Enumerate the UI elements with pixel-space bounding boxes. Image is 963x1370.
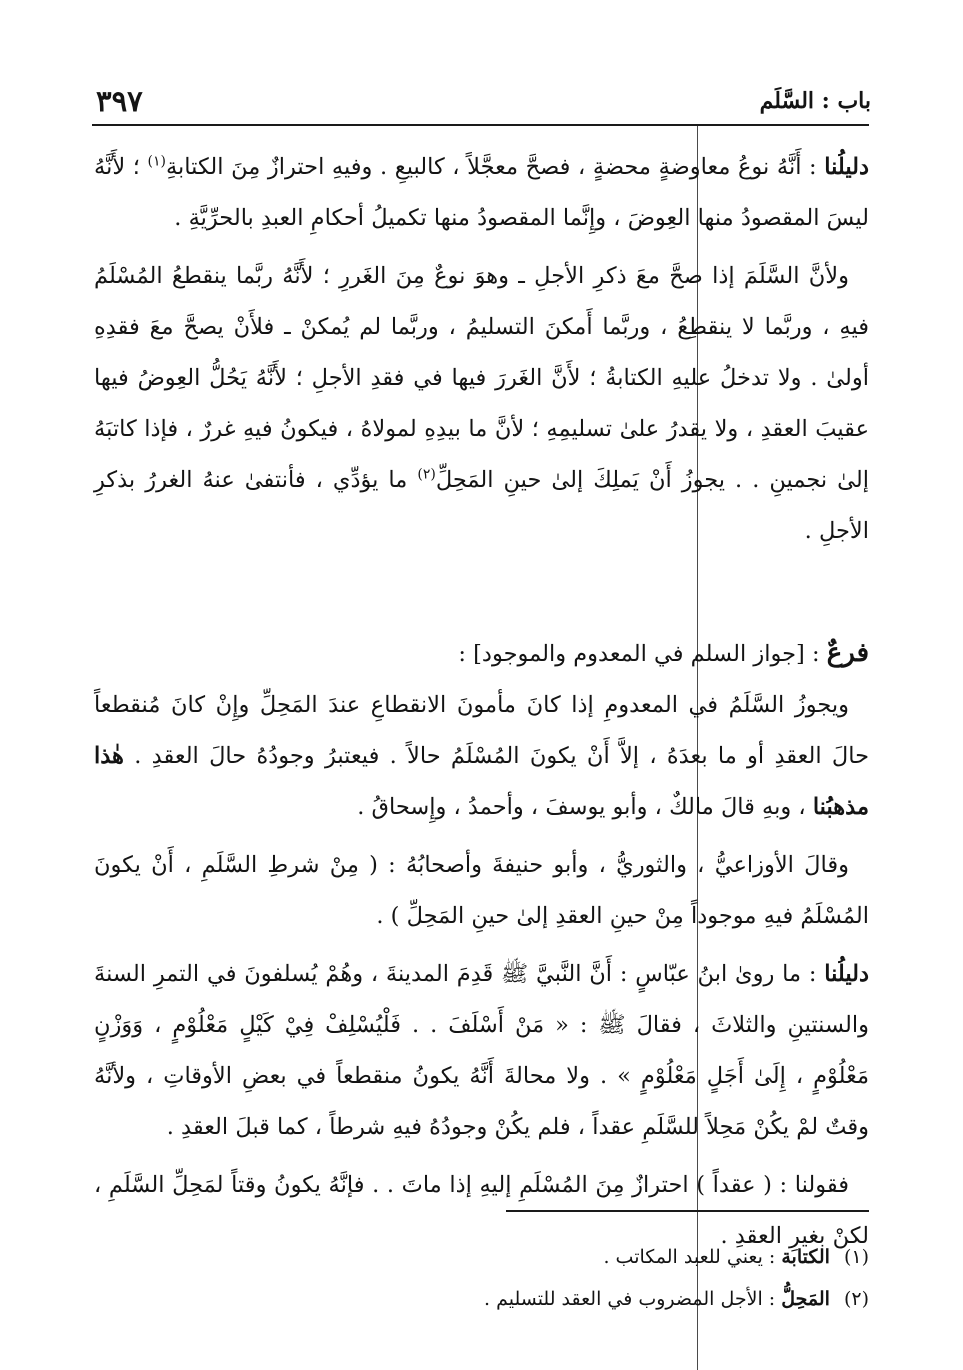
- page-number: ٣٩٧: [96, 84, 143, 118]
- paragraph-lead: دليلُنا: [824, 961, 869, 987]
- footnote-marker-1: (١): [147, 153, 166, 170]
- footnote-1: [94, 1236, 869, 1278]
- paragraph-evidence-2: [94, 949, 869, 1153]
- footnote-marker-2: (٢): [417, 466, 436, 483]
- paragraph-term-argument: [94, 251, 869, 557]
- paragraph-text: ، وبهِ قالَ مالكٌ ، وأبو يوسفَ ، وأحمدُ ، وإِسحاقُ .: [357, 794, 813, 820]
- footnote-2: [94, 1278, 869, 1320]
- footnote-text: : الأجل المضروب في العقد للتسليم .: [484, 1288, 782, 1310]
- paragraph-text: ؛ لأَنَّهُ ليسَ المقصودُ منها العِوضَ ، وإِنَّما المقصودُ منها تكميلُ أحكامِ العبدِ بالحرِّيَّةِ .: [94, 154, 869, 231]
- paragraph-ruling: [94, 680, 869, 833]
- paragraph-text: : ما روىٰ ابنُ عبّاسٍ : أَنَّ النَّبيَّ ﷺ قَدِمَ المدينةَ ، وهُمْ يُسلفونَ في التمرِ السنةَ والسنتينِ والثلاثَ ، فقالَ ﷺ : « مَنْ أَسْلَفَ . . فَلْيُسْلِفْ فِيْ كَيْلٍ مَعْلُوْمٍ ، وَوَزْنٍ مَعْلُوْمٍ ، إِلَىٰ أَجَلٍ مَعْلُوْمٍ » . ولا محالةَ أَنَّهُ يكونُ منقطعاً في بعضِ الأوقاتِ ، ولأنَّهُ وقتٌ لمْ يكُنْ مَحِلاً للسَّلَمِ عقداً ، فلم يكُنْ وجودُهُ فيهِ شرطاً ، كما قبلَ العقدِ .: [94, 961, 869, 1140]
- footnote-divider: [506, 1210, 869, 1212]
- footnote-number: (٢): [843, 1288, 869, 1310]
- section-spacer: [94, 564, 869, 628]
- section-heading: [94, 628, 869, 680]
- paragraph-text: ولأنَّ السَّلَمَ إذا صحَّ معَ ذكرِ الأجلِ ـ وهوَ نوعٌ مِنَ الغَررِ ؛ لأَنَّهُ ربَّما ينقطعُ المُسْلَمُ فيهِ ، وربَّما لا ينقطِعُ ، وربَّما أَمكنَ التسليمُ ، وربَّما لم يُمكنْ ـ فلأَنْ يصحَّ معَ فقدِهِ أولىٰ . ولا تدخلُ عليهِ الكتابةُ ؛ لأَنَّ الغَررَ فيها في فقدِ الأجلِ ؛ لأَنَّهُ يَحُلُّ العِوضُ فيها عقيبَ العقدِ ، ولا يقدرُ علىٰ تسليمِهِ ؛ لأنَّ ما بيدِهِ لمولاهُ ، فيكونُ فيهِ غررٌ ، فإذا كاتبَهُ إلىٰ نجمينِ . . يجوزُ أَنْ يَملِكَ إلىٰ حينِ المَحِلِّ: [94, 263, 869, 493]
- footnote-term: المَحِلُّ: [781, 1288, 830, 1310]
- footnote-text: : يعني للعبد المكاتب .: [603, 1246, 782, 1268]
- paragraph-text: فقولنا : ( عقداً ) احترازٌ مِنَ المُسْلَمِ إليهِ إذا ماتَ . . فإنَّهُ يكونُ وقتاً لمَحِلِّ السَّلَمِ ، لكنْ بغيرِ العقدِ .: [94, 1172, 869, 1249]
- paragraph-opposing-view: [94, 840, 869, 942]
- heading-text: : [جواز السلم في المعدوم والموجود] :: [458, 641, 827, 667]
- footnote-number: (١): [843, 1246, 869, 1268]
- footnote-term: الكتابة: [781, 1246, 830, 1268]
- header-divider: [92, 124, 869, 126]
- footnotes: [94, 1236, 869, 1320]
- chapter-title: باب : السَّلَم: [759, 88, 871, 114]
- paragraph-bold-phrase: هٰذا مذهبُنا: [94, 743, 869, 820]
- paragraph-text: : أَنَّهُ نوعُ معاوضةٍ محضةٍ ، فصحَّ معجَّلاً ، كالبيعِ . وفيهِ احترازٌ مِنَ الكتابةِ: [165, 154, 825, 180]
- main-text: [94, 142, 869, 1269]
- paragraph-lead: دليلُنا: [824, 154, 869, 180]
- paragraph-text: ويجوزُ السَّلَمُ في المعدومِ إذا كانَ مأمونَ الانقطاعِ عندَ المَحِلِّ وإِنْ كانَ مُنقطعاً حالَ العقدِ أو ما بعدَهُ ، إلاَّ أَنْ يكونَ المُسْلَمُ حالاً . فيعتبرُ وجودُهُ حالَ العقدِ .: [94, 692, 869, 769]
- heading-lead: فرعٌ: [826, 638, 869, 668]
- paragraph-text: وقالَ الأوزاعيُّ ، والثوريُّ ، وأبو حنيفةَ وأصحابُهُ : ( مِنْ شرطِ السَّلَمِ ، أَنْ يكونَ المُسْلَمُ فيهِ موجوداً مِنْ حينِ العقدِ إلىٰ حينِ المَحِلِّ ) .: [94, 852, 869, 929]
- paragraph-text: ما يؤدِّي ، فأنتفىٰ عنهُ الغررُ بذكرِ الأجلِ .: [94, 467, 869, 544]
- paragraph-evidence-1: [94, 142, 869, 244]
